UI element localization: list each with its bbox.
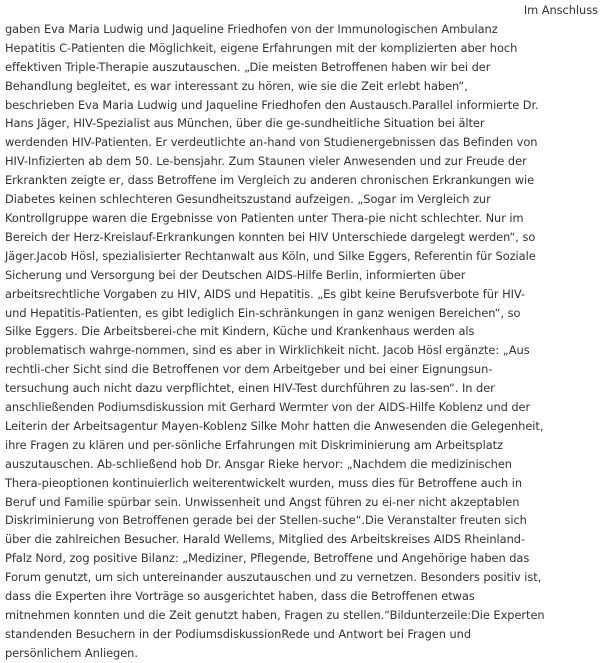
article-line: Hans Jäger, HIV-Spezialist aus München, über die ge-sundheitliche Situation bei älter (5, 116, 485, 131)
article-line: auszutauschen. Ab-schließend hob Dr. Ansgar Rieke hervor: „Nachdem die medizinischen (5, 456, 512, 471)
article-line: Thera-pieoptionen kontinuierlich weiterentwickelt wurden, muss dies für Betroffene auch in (5, 475, 523, 490)
article-line: rechtli-cher Sicht sind die Betroffenen vor dem Arbeitgeber und bei einer Eignungsun- (5, 362, 493, 377)
article-line: standenden Besuchern in der PodiumsdiskussionRede und Antwort bei Fragen und (5, 626, 472, 641)
article-line: arbeitsrechtliche Vorgaben zu HIV, AIDS und Hepatitis. „Es gibt keine Berufsverbote für HIV- (5, 286, 526, 301)
article-line: problematisch wahrge-nommen, sind es aber in Wirklichkeit nicht. Jacob Hösl ergänzte: „Aus (5, 343, 530, 358)
article-line: mitnehmen konnten und die Zeit genutzt haben, Fragen zu stellen.“Bildunterzeile:Die Experten (5, 608, 545, 622)
article-line: Hepatitis C-Patienten die Möglichkeit, eigene Erfahrungen mit der komplizierten aber hoch (5, 40, 518, 55)
article-line: Kontrollgruppe waren die Ergebnisse von Patienten unter Thera-pie nicht schlechter. Nur im (5, 210, 524, 225)
article-line: und Hepatitis-Patienten, es gibt lediglich Ein-schränkungen in ganz wenigen Bereichen“, so (5, 305, 521, 320)
article-line: beschrieben Eva Maria Ludwig und Jaqueline Friedhofen den Austausch.Parallel informierte Dr. (5, 97, 539, 112)
article-line: Erkrankten zeigte er, dass Betroffene im Vergleich zu anderen chronischen Erkrankungen wie (5, 173, 535, 188)
article-line: Silke Eggers. Die Arbeitsberei-che mit Kindern, Küche und Krankenhaus werden als (5, 324, 475, 339)
article-line: Im Anschluss (523, 3, 598, 17)
article-line: dass die Experten ihre Vorträge so ausgerichtet haben, dass die Betroffenen etwas (5, 589, 475, 604)
article-line: anschließenden Podiumsdiskussion mit Gerhard Wermter von der AIDS-Hilfe Koblenz und der (5, 400, 531, 415)
article-line: werdenden HIV-Patienten. Er verdeutlichte an-hand von Studienergebnissen das Befinden von (5, 135, 538, 150)
article-line: persönlichem Anliegen. (5, 645, 138, 660)
article-line: Pfalz Nord, zog positive Bilanz: „Mediziner, Pflegende, Betroffene und Angehörige haben das (5, 551, 530, 566)
article-line: über die zahlreichen Besucher. Harald Wellems, Mitglied des Arbeitskreises AIDS Rheinland- (5, 532, 525, 547)
article-line: Behandlung begleitet, es war interessant zu hören, wie sie die Zeit erlebt haben“, (5, 78, 468, 93)
article-line: Leiterin der Arbeitsagentur Mayen-Koblenz Silke Mohr hatten die Anwesenden die Gelegenheit, (5, 418, 544, 433)
article-line: gaben Eva Maria Ludwig und Jaqueline Friedhofen von der Immunologischen Ambulanz (5, 21, 498, 36)
article-line: Bereich der Herz-Kreislauf-Erkrankungen konnten bei HIV Unterschiede dargelegt werden“, so (5, 229, 536, 244)
article-line: Beruf und Familie spürbar sein. Unwissenheit und Angst führen zu ei-ner nicht akzeptablen (5, 494, 520, 509)
article-line: Forum genutzt, um sich untereinander auszutauschen und zu vernetzen. Besonders positiv ist, (5, 570, 542, 585)
article-line: Diabetes keinen schlechteren Gesundheitszustand aufzeigen. „Sogar im Vergleich zur (5, 192, 491, 207)
article-line: effektiven Triple-Therapie auszutauschen. „Die meisten Betroffenen haben wir bei der (5, 59, 491, 74)
article-line: Sicherung und Versorgung bei der Deutschen AIDS-Hilfe Berlin, informierten über (5, 267, 466, 282)
article-line: tersuchung auch nicht dazu verpflichtet, einen HIV-Test durchführen zu las-sen“. In der (5, 381, 495, 396)
article-line: HIV-Infizierten ab dem 50. Le-bensjahr. Zum Staunen vieler Anwesenden und zur Freude der (5, 154, 527, 169)
article-line: Diskriminierung von Betroffenen gerade bei der Stellen-suche“.Die Veranstalter freuten sich (5, 513, 527, 528)
article-line: ihre Fragen zu klären und per-sönliche Erfahrungen mit Diskriminierung am Arbeitsplatz (5, 437, 503, 452)
article-line: Jäger.Jacob Hösl, spezialisierter Rechtanwalt aus Köln, und Silke Eggers, Referentin für Soziale (5, 248, 536, 263)
